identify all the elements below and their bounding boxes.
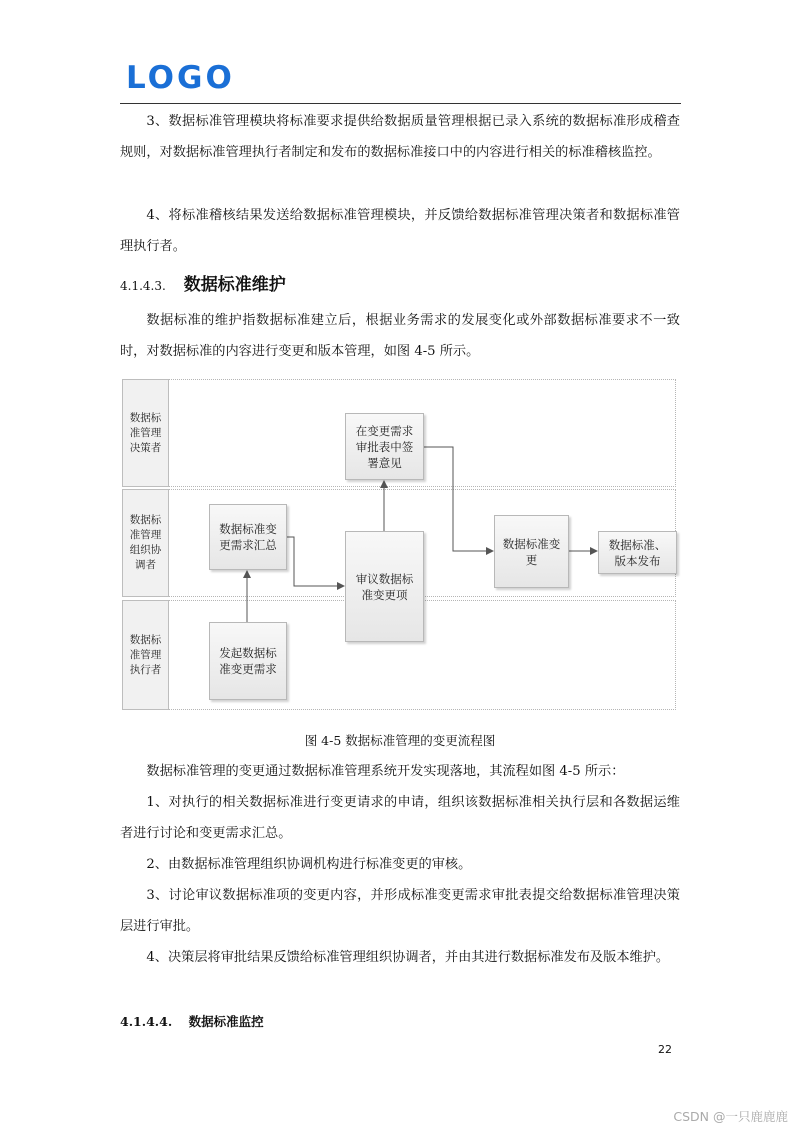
- logo: LOGO: [126, 60, 235, 96]
- lane-coordinator-border: [122, 489, 676, 597]
- lane-executor-border: [122, 600, 676, 710]
- paragraph-step-3-top: 3、数据标准管理模块将标准要求提供给数据质量管理根据已录入系统的数据标准形成稽查规则，对数据标准管理执行者制定和发布的数据标准接口中的内容进行相关的标准稽核监控。: [120, 114, 680, 160]
- lane-label-decision: 数据标准管理决策者: [122, 379, 169, 487]
- step-1: 1、对执行的相关数据标准进行变更请求的申请，组织该数据标准相关执行层和各数据运维者进行讨论和变更需求汇总。: [120, 795, 680, 841]
- node-review-items: 审议数据标准变更项: [345, 531, 424, 642]
- header-rule: [120, 103, 681, 104]
- lane-label-executor: 数据标准管理执行者: [122, 600, 169, 710]
- node-change-summary: 数据标准变更需求汇总: [209, 504, 287, 570]
- node-version-publish: 数据标准、版本发布: [598, 531, 677, 574]
- section-number: 4.1.4.3.: [120, 279, 166, 293]
- arrow-summary-to-review: [287, 537, 344, 586]
- lane-decision-border: [122, 379, 676, 487]
- step-4: 4、决策层将审批结果反馈给标准管理组织协调者，并由其进行数据标准发布及版本维护。: [146, 950, 670, 965]
- process-intro: 数据标准管理的变更通过数据标准管理系统开发实现落地，其流程如图 4-5 所示：: [146, 764, 625, 779]
- section-title: 数据标准监控: [188, 1014, 264, 1029]
- node-initiate-request: 发起数据标准变更需求: [209, 622, 287, 700]
- lane-label-coordinator: 数据标准管理组织协调者: [122, 489, 169, 597]
- page-number: 22: [658, 1043, 672, 1056]
- intro-paragraph: 数据标准的维护指数据标准建立后，根据业务需求的发展变化或外部数据标准要求不一致时，对数据标准的内容进行变更和版本管理，如图 4-5 所示。: [120, 313, 680, 359]
- node-sign-opinion: 在变更需求审批表中签署意见: [345, 413, 424, 480]
- watermark: CSDN @一只鹿鹿鹿: [673, 1109, 788, 1124]
- section-title: 数据标准维护: [183, 275, 286, 295]
- section-heading-4143: [120, 270, 286, 300]
- paragraph-step-4-top: 4、将标准稽核结果发送给数据标准管理模块，并反馈给数据标准管理决策者和数据标准管理执行者。: [120, 208, 680, 254]
- step-3: 3、讨论审议数据标准项的变更内容，并形成标准变更需求审批表提交给数据标准管理决策层进行审批。: [120, 888, 680, 934]
- section-heading-4144: [120, 1012, 264, 1030]
- arrow-sign-to-change: [424, 447, 493, 551]
- figure-caption: 图 4-5 数据标准管理的变更流程图: [304, 733, 496, 748]
- section-number: 4.1.4.4.: [120, 1014, 173, 1029]
- node-standard-change: 数据标准变更: [494, 515, 569, 588]
- step-2: 2、由数据标准管理组织协调机构进行标准变更的审核。: [146, 857, 472, 872]
